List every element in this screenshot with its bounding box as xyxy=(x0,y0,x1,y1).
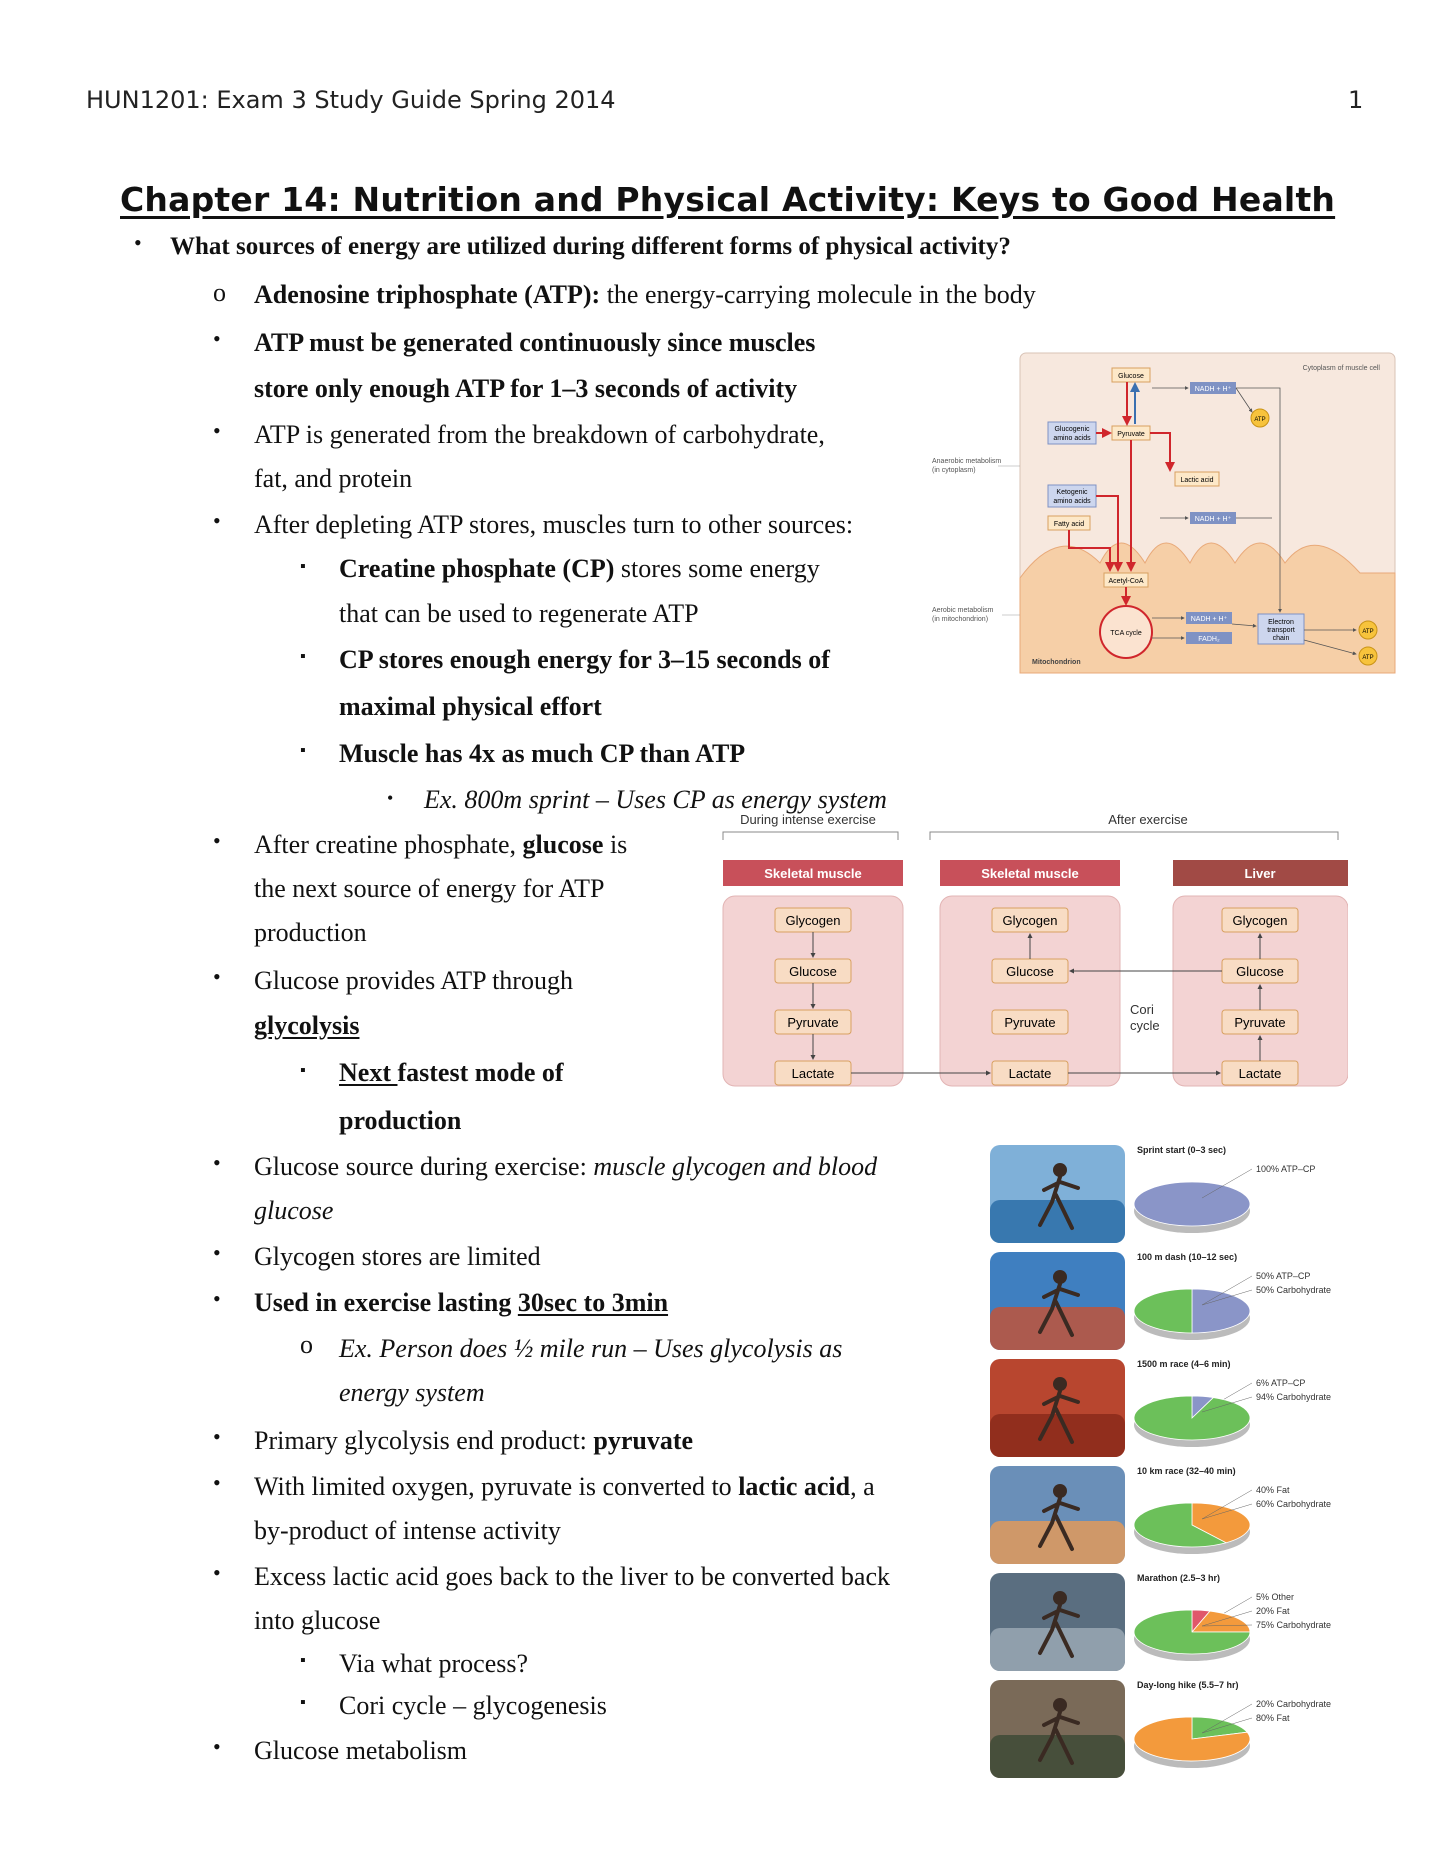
energy-source-pie-figure xyxy=(990,1140,1360,1790)
page-number: 1 xyxy=(1348,86,1364,114)
cp-term: Creatine phosphate (CP) xyxy=(339,554,615,583)
athlete-head xyxy=(1053,1270,1067,1284)
anaerobic-label-sub: (in cytoplasm) xyxy=(932,467,976,474)
primary-end-product xyxy=(254,1426,693,1456)
glucose-term: glucose xyxy=(522,830,604,859)
cori-cycle-label-sub: cycle xyxy=(1130,1018,1160,1033)
pie-row xyxy=(990,1359,1331,1457)
pie-title: 10 km race (32–40 min) xyxy=(1137,1466,1236,1476)
column-header-label: Liver xyxy=(1244,866,1276,881)
fatty-acid-label: Fatty acid xyxy=(1053,521,1085,528)
aerobic-label-sub: (in mitochondrion) xyxy=(932,616,989,623)
during-exercise-label: During intense exercise xyxy=(740,812,876,827)
limited-oxygen-text: With limited oxygen, pyruvate is converted to xyxy=(254,1472,739,1501)
energy-metabolism-figure xyxy=(920,348,1400,678)
etc-label-1: Electron xyxy=(1268,619,1294,626)
bullet-square: ▪ xyxy=(300,1062,306,1079)
atp-continuous-line1: ATP must be generated continuously since muscles xyxy=(254,328,816,357)
glucose-label: Glucose xyxy=(789,964,837,979)
atp-def: the energy-carrying molecule in the body xyxy=(600,280,1036,309)
athlete-photo-ground xyxy=(990,1628,1125,1671)
excess-lactic-line2: into glucose xyxy=(254,1606,381,1635)
pie-slice-label: 20% Carbohydrate xyxy=(1256,1699,1332,1709)
used-in-exercise xyxy=(254,1288,668,1318)
cp-definition-line2: that can be used to regenerate ATP xyxy=(339,599,699,628)
chapter-title: Chapter 14: Nutrition and Physical Activity: Keys to Good Health xyxy=(120,180,1336,219)
pyruvate-label: Pyruvate xyxy=(1117,431,1145,438)
glucose-metabolism: Glucose metabolism xyxy=(254,1736,468,1765)
lactate-label: Lactate xyxy=(1008,1066,1052,1081)
glucose-provides: Glucose provides ATP through xyxy=(254,966,573,995)
bullet-disc: • xyxy=(213,508,221,533)
after-depleting: After depleting ATP stores, muscles turn to other sources: xyxy=(254,510,854,539)
half-mile-line2: energy system xyxy=(339,1378,485,1407)
limited-oxygen-end: , a xyxy=(850,1472,875,1501)
bullet-disc: • xyxy=(213,1150,221,1175)
half-mile-line1: Ex. Person does ½ mile run – Uses glycolysis as xyxy=(339,1334,843,1363)
atp-generated-line1: ATP is generated from the breakdown of carbohydrate, xyxy=(254,420,825,449)
bullet-disc: • xyxy=(213,1560,221,1585)
glucose-label: Glucose xyxy=(1006,964,1054,979)
athlete-head xyxy=(1053,1484,1067,1498)
atp-term: Adenosine triphosphate (ATP): xyxy=(254,280,601,309)
glucose-label: Glucose xyxy=(1118,373,1144,380)
mitochondrion-label: Mitochondrion xyxy=(1032,659,1081,666)
fadh2-label: FADH₂ xyxy=(1198,636,1220,643)
athlete-photo-ground xyxy=(990,1735,1125,1778)
ketogenic-label-sub: amino acids xyxy=(1053,498,1091,505)
athlete-head xyxy=(1053,1698,1067,1712)
nadh-label-1: NADH + H⁺ xyxy=(1194,386,1232,393)
glycogen-label: Glycogen xyxy=(1232,913,1288,928)
cytoplasm-label: Cytoplasm of muscle cell xyxy=(1302,365,1380,372)
bullet-square: ▪ xyxy=(300,1694,306,1711)
excess-lactic-line1: Excess lactic acid goes back to the liver to be converted back xyxy=(254,1562,891,1591)
cori-column-liver xyxy=(1173,860,1348,1086)
next-fastest-rest: fastest mode of xyxy=(397,1058,564,1087)
acetyl-coa-label: Acetyl-CoA xyxy=(1108,578,1144,585)
atp-definition xyxy=(254,280,1036,310)
pie-row xyxy=(990,1573,1331,1671)
after-cp-text-end: is xyxy=(603,830,628,859)
atp-generated-line2: fat, and protein xyxy=(254,464,413,493)
cp-example: Ex. 800m sprint – Uses CP as energy system xyxy=(424,785,887,814)
pie-slice-label: 50% Carbohydrate xyxy=(1256,1285,1332,1295)
tca-cycle-label: TCA cycle xyxy=(1110,630,1142,637)
column-header-label: Skeletal muscle xyxy=(764,866,862,881)
pie-slice-label: 75% Carbohydrate xyxy=(1256,1620,1332,1630)
lactate-label: Lactate xyxy=(791,1066,835,1081)
bullet-square: ▪ xyxy=(300,1652,306,1669)
anaerobic-label: Anaerobic metabolism xyxy=(932,458,1002,465)
glycolysis-term: glycolysis xyxy=(254,1011,360,1040)
nadh-label-2: NADH + H⁺ xyxy=(1194,516,1232,523)
glucose-source-line2: glucose xyxy=(254,1196,334,1225)
atp-label-3: ATP xyxy=(1362,655,1374,661)
nadh-label-3: NADH + H⁺ xyxy=(1190,616,1228,623)
cori-cycle-label: Cori xyxy=(1130,1002,1154,1017)
next-fastest-line1 xyxy=(339,1058,564,1088)
after-exercise-label: After exercise xyxy=(1108,812,1188,827)
question-energy-sources: What sources of energy are utilized during different forms of physical activity? xyxy=(170,233,1011,260)
bullet-disc: • xyxy=(213,964,221,989)
bullet-open: o xyxy=(213,278,226,307)
athlete-head xyxy=(1053,1377,1067,1391)
pie-slice-label: 40% Fat xyxy=(1256,1485,1290,1495)
aerobic-label: Aerobic metabolism xyxy=(932,607,994,614)
atp-label-1: ATP xyxy=(1254,417,1266,423)
pie-slice xyxy=(1134,1182,1250,1226)
pie-slice-label: 5% Other xyxy=(1256,1592,1295,1602)
pie-title: Day-long hike (5.5–7 hr) xyxy=(1137,1680,1239,1690)
pyruvate-label: Pyruvate xyxy=(1234,1015,1286,1030)
bullet-disc: • xyxy=(213,1286,221,1311)
athlete-photo-ground xyxy=(990,1200,1125,1243)
primary-end-text: Primary glycolysis end product: xyxy=(254,1426,594,1455)
glucose-source-text: Glucose source during exercise: xyxy=(254,1152,594,1181)
column-header-label: Skeletal muscle xyxy=(981,866,1079,881)
pie-title: 100 m dash (10–12 sec) xyxy=(1137,1252,1238,1262)
cp-enough-line1: CP stores enough energy for 3–15 seconds of xyxy=(339,645,830,674)
glycogen-label: Glycogen xyxy=(1002,913,1058,928)
glucose-label: Glucose xyxy=(1236,964,1284,979)
bullet-small: • xyxy=(387,788,394,808)
cori-column-skeletal-during xyxy=(723,860,903,1086)
pie-row xyxy=(990,1145,1315,1243)
glucose-source-italic: muscle glycogen and blood xyxy=(593,1152,878,1181)
pyruvate-term: pyruvate xyxy=(593,1426,694,1455)
athlete-photo-ground xyxy=(990,1414,1125,1457)
pie-title: 1500 m race (4–6 min) xyxy=(1137,1359,1231,1369)
pie-row xyxy=(990,1680,1331,1778)
cp-def: stores some energy xyxy=(614,554,820,583)
glycogen-label: Glycogen xyxy=(785,913,841,928)
atp-label-2: ATP xyxy=(1362,629,1374,635)
glucogenic-label: Glucogenic xyxy=(1054,426,1090,433)
pyruvate-label: Pyruvate xyxy=(1004,1015,1056,1030)
pie-row xyxy=(990,1466,1331,1564)
bullet-disc: • xyxy=(213,1424,221,1449)
cp-definition-line1 xyxy=(339,554,820,584)
pie-slice-label: 20% Fat xyxy=(1256,1606,1290,1616)
cori-answer: Cori cycle – glycogenesis xyxy=(339,1691,607,1720)
after-cp-line3: production xyxy=(254,918,367,947)
bullet-disc: • xyxy=(213,1734,221,1759)
document-header-title: HUN1201: Exam 3 Study Guide Spring 2014 xyxy=(86,86,616,114)
lactic-acid-term: lactic acid xyxy=(738,1472,851,1501)
pie-slice-label: 100% ATP–CP xyxy=(1256,1164,1316,1174)
athlete-photo-ground xyxy=(990,1521,1125,1564)
pie-slice-label: 60% Carbohydrate xyxy=(1256,1499,1332,1509)
limited-oxygen-line1 xyxy=(254,1472,875,1502)
lactate-label: Lactate xyxy=(1238,1066,1282,1081)
pie-title: Marathon (2.5–3 hr) xyxy=(1137,1573,1221,1583)
after-cp-line2: the next source of energy for ATP xyxy=(254,874,605,903)
cp-4x: Muscle has 4x as much CP than ATP xyxy=(339,739,746,768)
after-cp-line1 xyxy=(254,830,627,860)
pie-row xyxy=(990,1252,1331,1350)
bullet-disc: • xyxy=(134,230,142,255)
bullet-disc: • xyxy=(213,1470,221,1495)
pie-slice-label: 80% Fat xyxy=(1256,1713,1290,1723)
bullet-square: ▪ xyxy=(300,742,306,759)
cori-cycle-figure xyxy=(718,808,1348,1088)
etc-label-3: chain xyxy=(1272,635,1290,642)
cori-column-skeletal-after xyxy=(940,860,1120,1086)
bullet-open: o xyxy=(300,1330,313,1359)
next-term: Next xyxy=(339,1058,398,1087)
glycogen-limited: Glycogen stores are limited xyxy=(254,1242,541,1271)
lactic-acid-label: Lactic acid xyxy=(1180,477,1214,484)
athlete-head xyxy=(1053,1163,1067,1177)
ketogenic-label: Ketogenic xyxy=(1056,489,1088,496)
glucose-source-line1 xyxy=(254,1152,877,1182)
pie-title: Sprint start (0–3 sec) xyxy=(1137,1145,1227,1155)
bullet-disc: • xyxy=(213,418,221,443)
atp-continuous-line2: store only enough ATP for 1–3 seconds of activity xyxy=(254,374,798,403)
limited-oxygen-line2: by-product of intense activity xyxy=(254,1516,561,1545)
pyruvate-label: Pyruvate xyxy=(787,1015,839,1030)
bullet-disc: • xyxy=(213,828,221,853)
pie-slice-label: 94% Carbohydrate xyxy=(1256,1392,1332,1402)
etc-label-2: transport xyxy=(1267,627,1295,634)
bullet-disc: • xyxy=(213,326,221,351)
bullet-square: ▪ xyxy=(300,558,306,575)
bullet-square: ▪ xyxy=(300,648,306,665)
after-cp-text: After creatine phosphate, xyxy=(254,830,523,859)
athlete-photo-ground xyxy=(990,1307,1125,1350)
glucogenic-label-sub: amino acids xyxy=(1053,435,1091,442)
bullet-disc: • xyxy=(213,1240,221,1265)
next-fastest-line2: production xyxy=(339,1106,462,1135)
pie-slice-label: 50% ATP–CP xyxy=(1256,1271,1311,1281)
cp-enough-line2: maximal physical effort xyxy=(339,692,602,721)
used-in-duration: 30sec to 3min xyxy=(517,1288,669,1317)
via-process: Via what process? xyxy=(339,1649,529,1678)
used-in-text: Used in exercise lasting xyxy=(254,1288,518,1317)
pie-slice-label: 6% ATP–CP xyxy=(1256,1378,1306,1388)
athlete-head xyxy=(1053,1591,1067,1605)
